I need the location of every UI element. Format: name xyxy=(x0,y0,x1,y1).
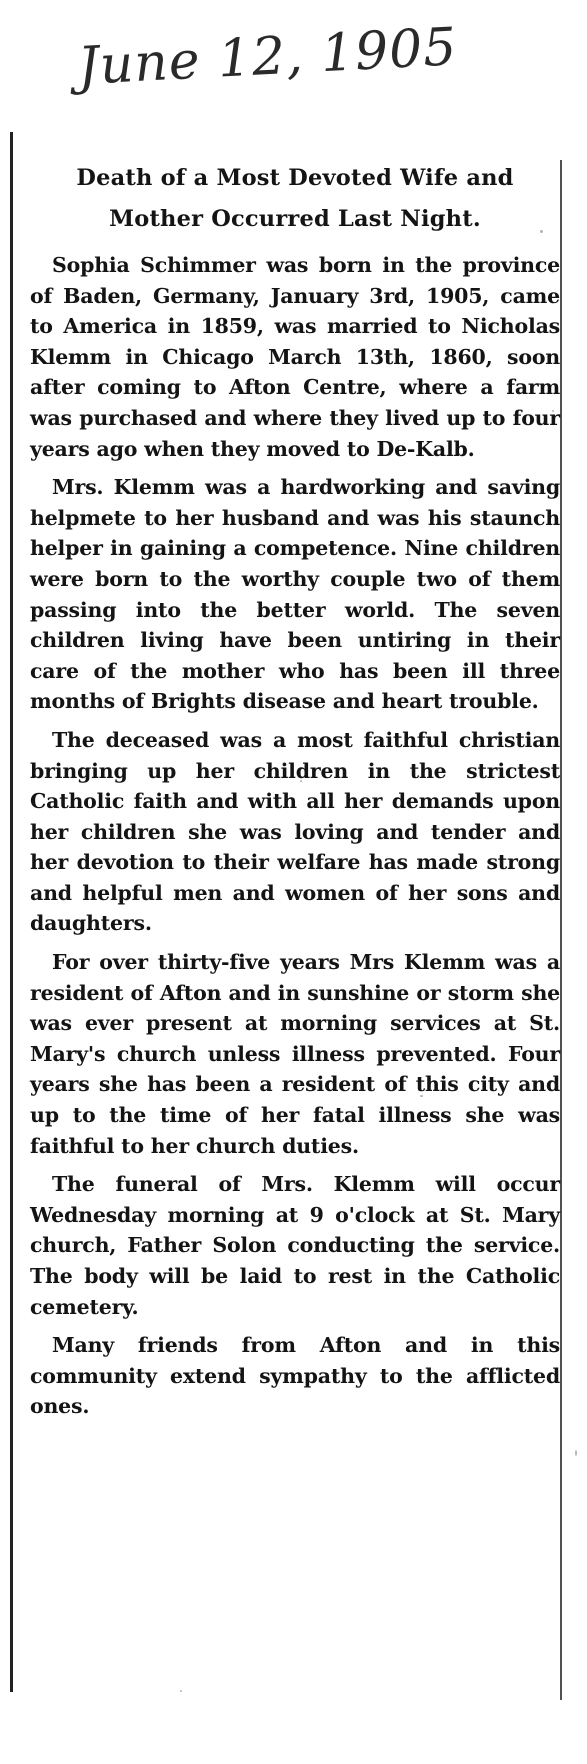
paragraph-1: Sophia Schimmer was born in the province of Baden, Germany, January 3rd, 1905, came to America in 1859, was married to Nicholas Klemm in Chicago March 13th, 1860, soon after coming to Afton Centre, where a farm was purchased and where they lived up to four years ago when they moved to De-Kalb. xyxy=(30,253,560,461)
paragraph-3: The deceased was a most faithful christian bringing up her children in the strictest Catholic faith and with all her demands upon her children she was loving and tender and her devotion to their welfare has made strong and helpful men and women of her sons and daughters. xyxy=(30,727,560,936)
paragraph-2: Mrs. Klemm was a hardworking and saving helpmete to her husband and was his staunch helper in gaining a competence. Nine children were born to the worthy couple two of them passing into the better world. The seven children living have been untiring in their care of the mother who has been ill three months of Brights disease and heart trouble. xyxy=(30,475,560,714)
headline-line-2: Mother Occurred Last Night. xyxy=(109,206,481,232)
article xyxy=(30,132,560,1422)
newspaper-clipping xyxy=(10,132,566,1692)
paragraph-6: Many friends from Afton and in this community extend sympathy to the afflicted ones. xyxy=(30,1333,560,1419)
paragraph-5: The funeral of Mrs. Klemm will occur Wednesday morning at 9 o'clock at St. Mary church, Father Solon conducting the service. The body will be laid to rest in the Catholic cemetery. xyxy=(30,1172,560,1319)
handwritten-date: June 12, 1905 xyxy=(76,17,459,97)
article-headline xyxy=(30,158,560,240)
headline-line-1: Death of a Most Devoted Wife and xyxy=(76,165,514,191)
scan-speck xyxy=(575,1450,577,1456)
paragraph-4: For over thirty-five years Mrs Klemm was a resident of Afton and in sunshine or storm she was ever present at morning services at St. Mary's church unless illness prevented. Four years she has been a resident of this city and up to the time of her fatal illness she was faithful to her church duties. xyxy=(30,950,560,1158)
